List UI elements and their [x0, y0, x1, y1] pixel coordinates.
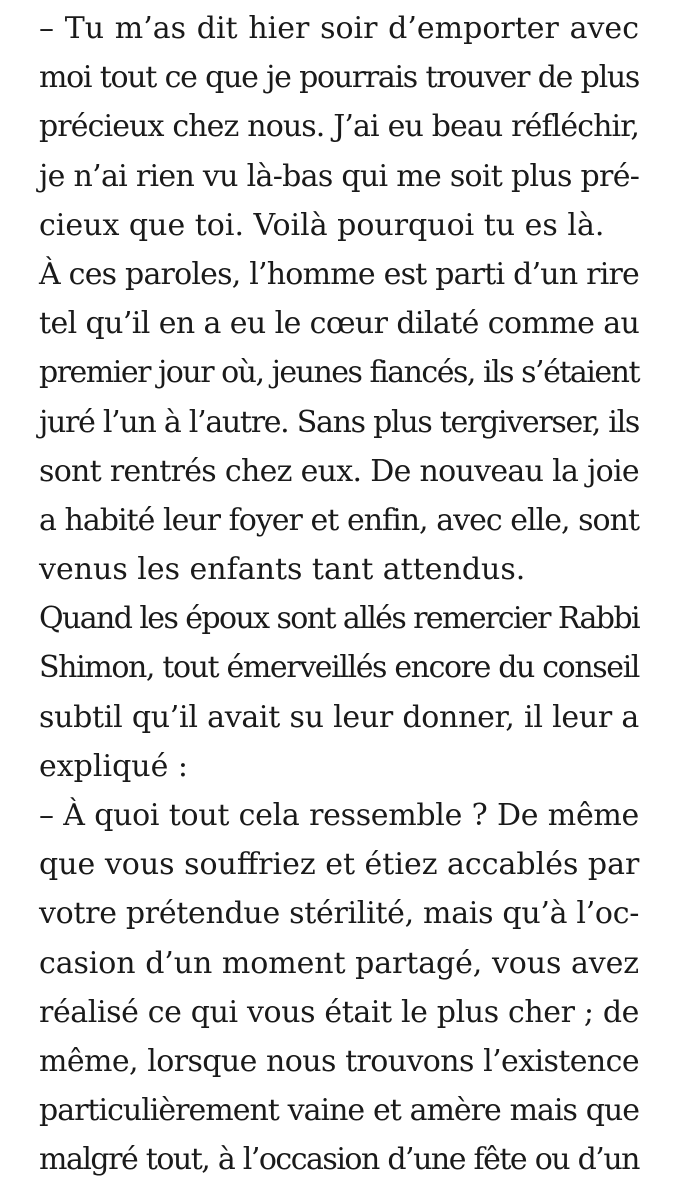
- text-line-6: À ces paroles, l’homme est parti d’un rire: [39, 256, 639, 292]
- text-line-15: subtil qu’il avait su leur donner, il leur a: [39, 699, 639, 735]
- text-line-7: tel qu’il en a eu le cœur dilaté comme au: [39, 306, 640, 342]
- text-line-17: – À quoi tout cela ressemble ? De même: [39, 798, 639, 833]
- text-line-12: venus les enfants tant attendus.: [39, 552, 526, 588]
- text-line-2: moi tout ce que je pourrais trouver de plus: [39, 60, 639, 96]
- text-line-22: même, lorsque nous trouvons l’existence: [39, 1043, 639, 1079]
- text-line-24: malgré tout, à l’occasion d’une fête ou d’un: [39, 1142, 639, 1178]
- text-line-5: cieux que toi. Voilà pourquoi tu es là.: [39, 207, 605, 243]
- text-line-4: je n’ai rien vu là-bas qui me soit plus pré-: [39, 158, 640, 194]
- text-line-10: sont rentrés chez eux. De nouveau la joie: [39, 453, 639, 489]
- text-line-1: – Tu m’as dit hier soir d’emporter avec: [39, 11, 639, 46]
- text-line-9: juré l’un à l’autre. Sans plus tergiverser, ils: [39, 404, 639, 440]
- text-line-8: premier jour où, jeunes fiancés, ils s’étaient: [39, 355, 639, 391]
- text-line-21: réalisé ce qui vous était le plus cher ; de: [39, 994, 639, 1030]
- text-line-18: que vous souffriez et étiez accablés par: [39, 847, 640, 883]
- text-line-16: expliqué :: [39, 748, 188, 784]
- text-line-19: votre prétendue stérilité, mais qu’à l’oc-: [39, 896, 640, 932]
- text-line-13: Quand les époux sont allés remercier Rabbi: [39, 601, 639, 637]
- text-line-23: particulièrement vaine et amère mais que: [39, 1093, 639, 1129]
- text-line-20: casion d’un moment partagé, vous avez: [39, 945, 639, 981]
- text-line-3: précieux chez nous. J’ai eu beau réfléchir,: [39, 109, 639, 145]
- page-text: [39, 4, 639, 1185]
- text-line-14: Shimon, tout émerveillés encore du conseil: [39, 650, 639, 686]
- text-line-11: a habité leur foyer et enfin, avec elle, sont: [39, 502, 639, 538]
